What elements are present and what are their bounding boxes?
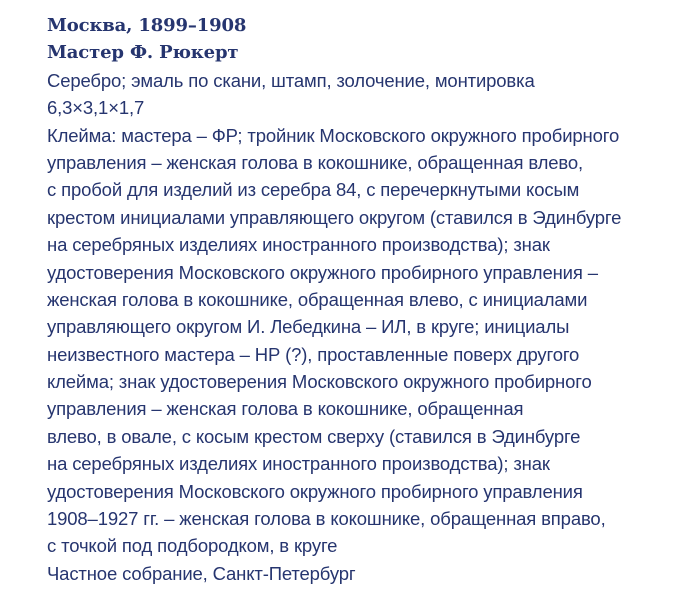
hallmarks-line: клейма; знак удостоверения Московского окружного пробирного xyxy=(47,371,592,393)
hallmarks-line: на серебряных изделиях иностранного производства); знак xyxy=(47,234,550,256)
hallmarks-line: с пробой для изделий из серебра 84, с перечеркнутыми косым xyxy=(47,179,580,201)
maker-name: Мастер Ф. Рюкерт xyxy=(47,42,239,64)
hallmarks-line: удостоверения Московского окружного пробирного управления – xyxy=(47,261,598,283)
hallmarks-line: удостоверения Московского окружного пробирного управления xyxy=(47,480,583,502)
hallmarks-line: Клейма: мастера – ФР; тройник Московского окружного пробирного xyxy=(47,124,620,146)
hallmarks-line: женская голова в кокошнике, обращенная влево, с инициалами xyxy=(47,288,588,310)
hallmarks-line: 1908–1927 гг. – женская голова в кокошнике, обращенная вправо, xyxy=(47,508,606,530)
hallmarks-line: влево, в овале, с косым крестом сверху (ставился в Эдинбурге xyxy=(47,425,581,447)
hallmarks-line: на серебряных изделиях иностранного производства); знак xyxy=(47,453,550,475)
hallmarks-line: управления – женская голова в кокошнике, обращенная влево, xyxy=(47,151,584,173)
hallmarks-description xyxy=(47,122,697,560)
materials: Серебро; эмаль по скани, штамп, золочение, монтировка xyxy=(47,69,535,91)
hallmarks-line: крестом инициалами управляющего округом (ставился в Эдинбурге xyxy=(47,206,622,228)
place-date: Москва, 1899–1908 xyxy=(47,15,247,36)
hallmarks-line: неизвестного мастера – НР (?), проставленные поверх другого xyxy=(47,343,580,365)
collection: Частное собрание, Санкт-Петербург xyxy=(47,562,356,584)
catalog-entry xyxy=(47,12,697,587)
hallmarks-line: с точкой под подбородком, в круге xyxy=(47,535,338,557)
hallmarks-line: управляющего округом И. Лебедкина – ИЛ, в круге; инициалы xyxy=(47,316,570,338)
dimensions: 6,3×3,1×1,7 xyxy=(47,97,145,119)
hallmarks-line: управления – женская голова в кокошнике, обращенная xyxy=(47,398,524,420)
